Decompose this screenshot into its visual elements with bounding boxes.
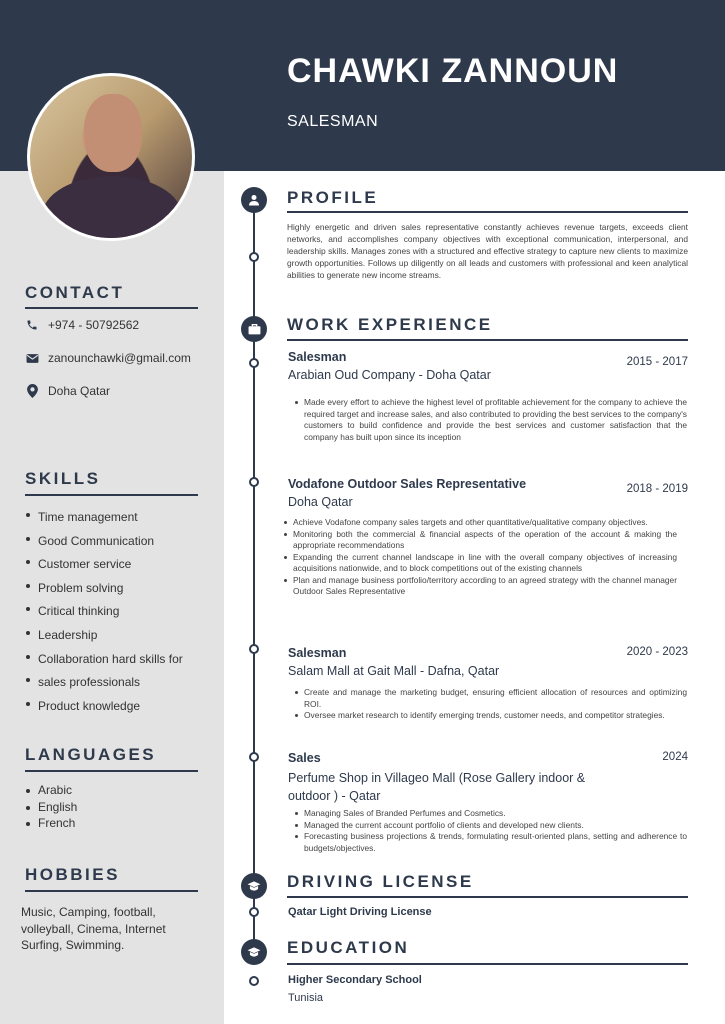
languages-heading: LANGUAGES [25,745,157,764]
education-place: Tunisia [288,992,324,1004]
skill-item: Problem solving [25,577,183,601]
job-company: Doha Qatar [288,495,353,509]
job-bullet: Monitoring both the commercial & financial aspects of the operation of the account & making the appropriate recommendations [282,529,677,552]
job-bullet: Managed the current account portfolio of clients and developed new clients. [293,820,687,832]
languages-divider [25,770,198,772]
job-company: Perfume Shop in Villageo Mall (Rose Gallery indoor & outdoor ) - Qatar [288,771,586,803]
graduation-cap-icon [241,939,267,965]
briefcase-icon [241,316,267,342]
job-title: Sales [288,751,321,765]
job-dates: 2020 - 2023 [626,646,688,658]
job-bullet: Expanding the current channel landscape in line with the overall company objectives of increasing acquisitions nationwide, and to block competitions out of the existing channels [282,552,677,575]
job-bullet: Plan and manage business portfolio/territory according to an agreed strategy with the channel manager Outdoor Sales Representative [282,575,677,598]
skills-heading: SKILLS [25,469,101,488]
job-bullets [282,517,677,598]
hobbies-text: Music, Camping, football, volleyball, Cinema, Internet Surfing, Swimming. [21,905,166,952]
timeline-dot [249,252,259,262]
skill-item: Collaboration hard skills for [25,648,183,672]
contact-email [25,351,191,365]
timeline-dot [249,358,259,368]
skill-item: Time management [25,506,183,530]
job-title: Salesman [288,646,347,660]
job-company: Arabian Oud Company - Doha Qatar [288,368,491,382]
skill-item-continued: sales professionals [25,671,183,695]
job-bullet: Achieve Vodafone company sales targets and other quantitative/qualitative company objectives. [282,517,677,529]
hobbies-divider [25,890,198,892]
job-bullet: Create and manage the marketing budget, ensuring efficient allocation of resources and optimizing ROI. [293,687,687,710]
job-bullets [293,808,687,854]
education-heading: EDUCATION [287,938,410,957]
job-company: Salam Mall at Gait Mall - Dafna, Qatar [288,664,500,678]
envelope-icon [25,351,39,365]
user-icon [241,187,267,213]
language-item: French [25,815,77,832]
timeline-dot [249,644,259,654]
job-bullet: Oversee market research to identify emerging trends, customer needs, and competitor strategies. [293,710,687,722]
job-bullet: Managing Sales of Branded Perfumes and Cosmetics. [293,808,687,820]
skill-item: Critical thinking [25,600,183,624]
experience-heading: WORK EXPERIENCE [287,315,493,334]
map-pin-icon [25,384,39,398]
email-text: zanounchawki@gmail.com [48,351,191,365]
driving-license-text: Qatar Light Driving License [288,906,432,918]
job-title: Vodafone Outdoor Sales Representative [288,477,527,491]
job-bullet: Forecasting business projections & trends, formulating result-oriented plans, setting and adherence to budgets/objectives. [293,831,687,854]
timeline-dot [249,907,259,917]
education-divider [287,963,688,965]
skills-list [25,506,183,718]
profile-divider [287,211,688,213]
contact-location [25,384,110,398]
job-bullets [293,397,687,443]
skill-item: Leadership [25,624,183,648]
skill-item: Good Communication [25,530,183,554]
graduation-cap-icon [241,873,267,899]
job-title: Salesman [288,350,347,364]
experience-divider [287,339,688,341]
hobbies-heading: HOBBIES [25,865,120,884]
job-dates: 2018 - 2019 [626,483,688,495]
job-bullet: Made every effort to achieve the highest level of profitable achievement for the company to achieve the required target and increase sales, and also contributed to providing the best services to the company's customers to build confidence and provide the best services and customer satisfaction that the company has built upon since its inception [293,397,687,443]
driving-heading: DRIVING LICENSE [287,872,474,891]
profile-heading: PROFILE [287,188,379,207]
timeline-dot [249,976,259,986]
timeline-dot [249,477,259,487]
contact-phone [25,318,139,332]
job-dates: 2015 - 2017 [626,356,688,368]
job-bullets [293,687,687,722]
timeline-dot [249,752,259,762]
phone-icon [25,318,39,332]
contact-heading: CONTACT [25,283,125,302]
skill-item: Product knowledge [25,695,183,719]
job-title: SALESMAN [287,113,379,130]
driving-divider [287,896,688,898]
profile-photo [27,73,195,241]
language-item: Arabic [25,782,77,799]
phone-text: +974 - 50792562 [48,318,140,332]
languages-list [25,782,77,832]
skills-divider [25,494,198,496]
job-dates: 2024 [662,751,688,763]
skill-item: Customer service [25,553,183,577]
profile-text: Highly energetic and driven sales representative constantly achieves revenue targets, exceeds client networks, and accomplishes company objectives with exceptional communication, interpersonal, and leadership skills. Manages zones with a structured and effective strategy to capture new clients to maximize growth opportunities. Follows up diligently on all leads and customers with professional and keen analytical abilities to generate new income streams. [287,222,688,280]
timeline-line [253,197,255,964]
contact-divider [25,307,198,309]
location-text: Doha Qatar [48,384,111,398]
education-school: Higher Secondary School [288,974,422,986]
person-name: CHAWKI ZANNOUN [287,52,619,90]
language-item: English [25,799,77,816]
